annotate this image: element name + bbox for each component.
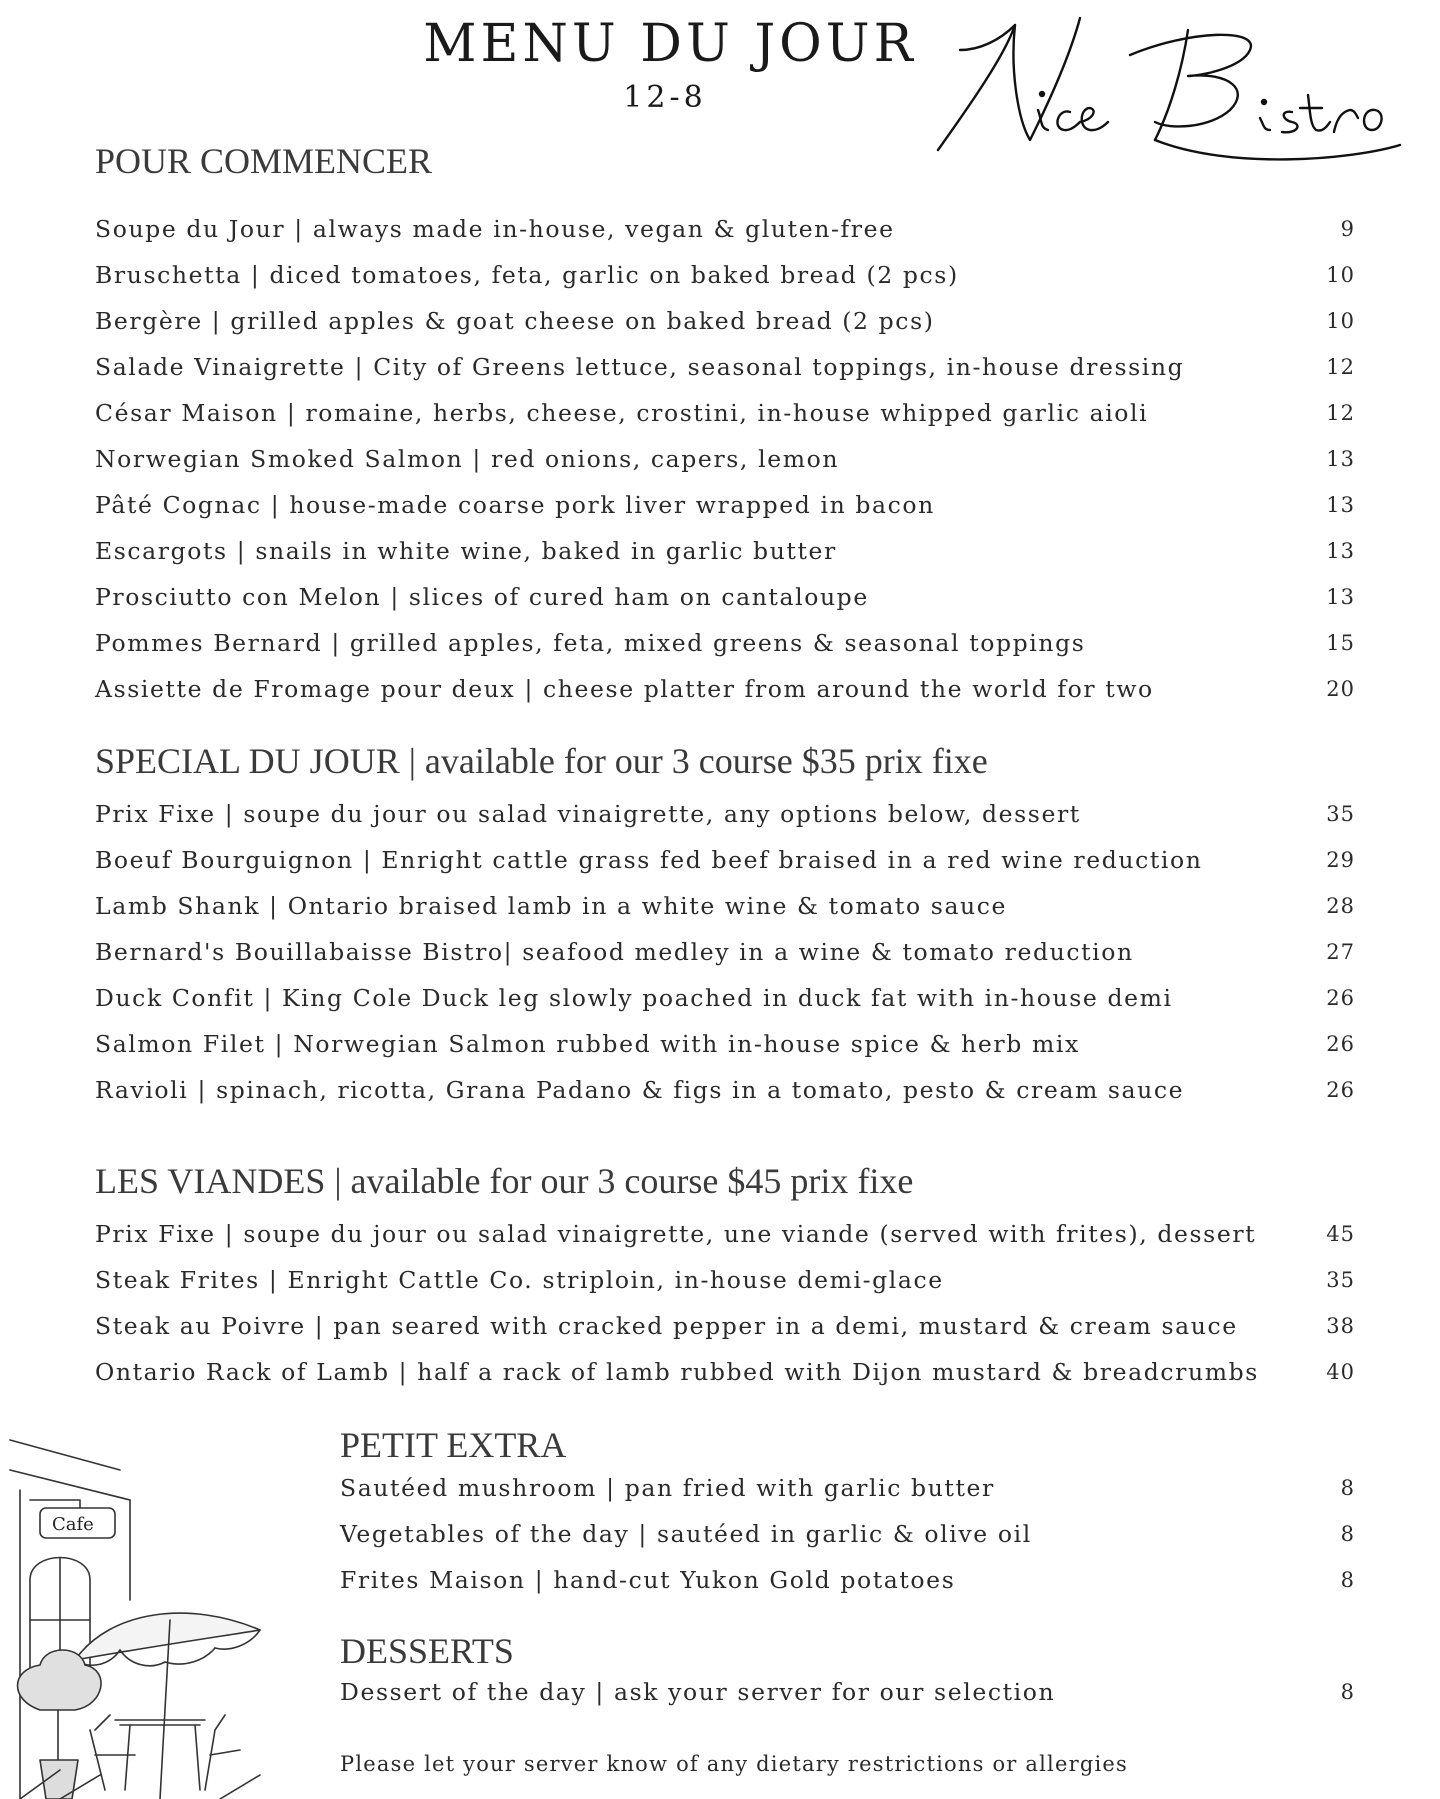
- section-title-extra: PETIT EXTRA: [340, 1425, 567, 1465]
- item-price: 35: [1326, 802, 1355, 826]
- item-price: 35: [1326, 1268, 1355, 1292]
- item-description: Bernard's Bouillabaisse Bistro| seafood medley in a wine & tomato reduction: [95, 938, 1134, 966]
- menu-item: [95, 1030, 1355, 1070]
- item-description: Frites Maison | hand-cut Yukon Gold potatoes: [340, 1566, 956, 1594]
- menu-item: [95, 307, 1355, 347]
- dietary-note: Please let your server know of any dietary restrictions or allergies: [340, 1752, 1128, 1776]
- section-title-starters: POUR COMMENCER: [95, 141, 433, 181]
- item-price: 13: [1326, 539, 1355, 563]
- cafe-terrace-illustration: [0, 1430, 320, 1799]
- item-price: 13: [1326, 585, 1355, 609]
- menu-item: [340, 1474, 1355, 1514]
- item-description: Prix Fixe | soupe du jour ou salad vinaigrette, une viande (served with frites), dessert: [95, 1220, 1257, 1248]
- item-price: 13: [1326, 447, 1355, 471]
- section-title-desserts: DESSERTS: [340, 1631, 514, 1671]
- section-title-special: SPECIAL DU JOUR | available for our 3 course $35 prix fixe: [95, 741, 988, 781]
- bistro-logo: [930, 10, 1410, 185]
- item-price: 38: [1326, 1314, 1355, 1338]
- item-description: Assiette de Fromage pour deux | cheese platter from around the world for two: [95, 675, 1154, 703]
- menu-item: [95, 1076, 1355, 1116]
- item-price: 28: [1326, 894, 1355, 918]
- menu-item: [95, 984, 1355, 1024]
- item-price: 29: [1326, 848, 1355, 872]
- item-price: 8: [1340, 1476, 1355, 1500]
- item-description: Steak Frites | Enright Cattle Co. striploin, in-house demi-glace: [95, 1266, 944, 1294]
- menu-item: [95, 537, 1355, 577]
- item-price: 45: [1326, 1222, 1355, 1246]
- item-description: Vegetables of the day | sautéed in garlic & olive oil: [340, 1520, 1032, 1548]
- item-price: 12: [1326, 401, 1355, 425]
- item-description: Ontario Rack of Lamb | half a rack of lamb rubbed with Dijon mustard & breadcrumbs: [95, 1358, 1259, 1386]
- item-price: 13: [1326, 493, 1355, 517]
- item-price: 12: [1326, 355, 1355, 379]
- menu-item: [95, 629, 1355, 669]
- menu-item: [95, 399, 1355, 439]
- menu-item: [95, 215, 1355, 255]
- menu-item: [340, 1520, 1355, 1560]
- cafe-sign-text: Cafe: [52, 1514, 94, 1535]
- menu-item: [95, 938, 1355, 978]
- menu-item: [95, 583, 1355, 623]
- menu-item: [95, 800, 1355, 840]
- item-description: Bergère | grilled apples & goat cheese on baked bread (2 pcs): [95, 307, 935, 335]
- item-price: 27: [1326, 940, 1355, 964]
- menu-item: [95, 846, 1355, 886]
- item-price: 9: [1340, 217, 1355, 241]
- item-description: Dessert of the day | ask your server for our selection: [340, 1678, 1056, 1706]
- item-price: 26: [1326, 986, 1355, 1010]
- menu-item: [95, 675, 1355, 715]
- item-description: Soupe du Jour | always made in-house, vegan & gluten-free: [95, 215, 895, 243]
- item-description: Lamb Shank | Ontario braised lamb in a white wine & tomato sauce: [95, 892, 1008, 920]
- item-description: Bruschetta | diced tomatoes, feta, garlic on baked bread (2 pcs): [95, 261, 959, 289]
- item-price: 10: [1326, 263, 1355, 287]
- item-description: Salade Vinaigrette | City of Greens lettuce, seasonal toppings, in-house dressing: [95, 353, 1185, 381]
- item-price: 26: [1326, 1032, 1355, 1056]
- menu-title: MENU DU JOUR: [423, 14, 917, 74]
- menu-item: [95, 1358, 1355, 1398]
- menu-item: [95, 353, 1355, 393]
- item-description: Salmon Filet | Norwegian Salmon rubbed with in-house spice & herb mix: [95, 1030, 1080, 1058]
- item-description: Duck Confit | King Cole Duck leg slowly poached in duck fat with in-house demi: [95, 984, 1173, 1012]
- item-price: 10: [1326, 309, 1355, 333]
- item-description: Pâté Cognac | house-made coarse pork liver wrapped in bacon: [95, 491, 935, 519]
- item-price: 8: [1340, 1680, 1355, 1704]
- section-title-viandes: LES VIANDES | available for our 3 course $45 prix fixe: [95, 1161, 914, 1201]
- menu-item: [95, 1266, 1355, 1306]
- item-price: 15: [1326, 631, 1355, 655]
- item-description: Norwegian Smoked Salmon | red onions, capers, lemon: [95, 445, 840, 473]
- menu-item: [95, 445, 1355, 485]
- item-description: Ravioli | spinach, ricotta, Grana Padano & figs in a tomato, pesto & cream sauce: [95, 1076, 1185, 1104]
- item-description: Escargots | snails in white wine, baked in garlic butter: [95, 537, 837, 565]
- item-description: Boeuf Bourguignon | Enright cattle grass fed beef braised in a red wine reduction: [95, 846, 1203, 874]
- item-price: 40: [1326, 1360, 1355, 1384]
- item-price: 8: [1340, 1568, 1355, 1592]
- menu-item: [95, 261, 1355, 301]
- item-description: Steak au Poivre | pan seared with cracked pepper in a demi, mustard & cream sauce: [95, 1312, 1238, 1340]
- service-hours: 12-8: [623, 80, 707, 115]
- item-description: Sautéed mushroom | pan fried with garlic butter: [340, 1474, 995, 1502]
- menu-item: [340, 1566, 1355, 1606]
- item-description: Pommes Bernard | grilled apples, feta, mixed greens & seasonal toppings: [95, 629, 1086, 657]
- item-price: 26: [1326, 1078, 1355, 1102]
- item-description: Prosciutto con Melon | slices of cured ham on cantaloupe: [95, 583, 869, 611]
- menu-item: [95, 1220, 1355, 1260]
- item-price: 20: [1326, 677, 1355, 701]
- menu-item: [340, 1678, 1355, 1718]
- item-description: César Maison | romaine, herbs, cheese, crostini, in-house whipped garlic aioli: [95, 399, 1149, 427]
- item-price: 8: [1340, 1522, 1355, 1546]
- menu-item: [95, 892, 1355, 932]
- item-description: Prix Fixe | soupe du jour ou salad vinaigrette, any options below, dessert: [95, 800, 1081, 828]
- menu-item: [95, 1312, 1355, 1352]
- menu-item: [95, 491, 1355, 531]
